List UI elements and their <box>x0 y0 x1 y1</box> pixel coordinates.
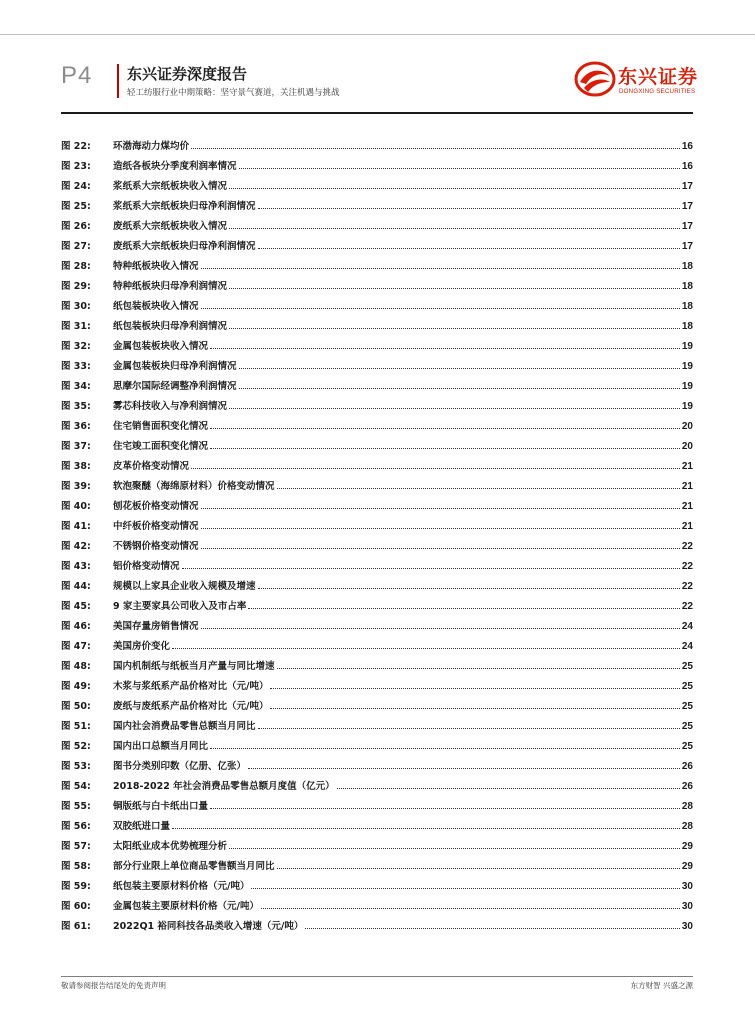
toc-figure-title[interactable]: 美国房价变化 <box>113 641 171 652</box>
toc-figure-number: 图 44: <box>61 581 91 592</box>
toc-figure-number: 图 39: <box>61 481 91 492</box>
toc-dot-leader <box>229 187 680 189</box>
toc-page-number[interactable]: 25 <box>681 721 693 732</box>
toc-page-number[interactable]: 28 <box>681 821 693 832</box>
toc-entry[interactable] <box>61 417 693 437</box>
toc-figure-number: 图 41: <box>61 521 91 532</box>
toc-figure-number: 图 57: <box>61 841 91 852</box>
page-number: P4 <box>61 62 93 89</box>
toc-entry[interactable] <box>61 437 693 457</box>
toc-dot-leader <box>239 367 680 369</box>
toc-figure-title[interactable]: 特种纸板块收入情况 <box>113 261 199 272</box>
toc-page-number[interactable]: 18 <box>681 261 693 272</box>
toc-dot-leader <box>210 447 680 449</box>
toc-figure-title[interactable]: 思摩尔国际经调整净利润情况 <box>113 381 237 392</box>
toc-entry[interactable] <box>61 857 693 877</box>
toc-entry[interactable] <box>61 917 693 937</box>
toc-figure-number: 图 55: <box>61 801 91 812</box>
toc-page-number[interactable]: 24 <box>681 641 693 652</box>
toc-page-number[interactable]: 18 <box>681 301 693 312</box>
toc-dot-leader <box>229 327 680 329</box>
toc-page-number[interactable]: 21 <box>681 481 693 492</box>
toc-page-number[interactable]: 21 <box>681 501 693 512</box>
toc-figure-title[interactable]: 特种纸板块归母净利润情况 <box>113 281 228 292</box>
toc-figure-number: 图 34: <box>61 381 91 392</box>
toc-dot-leader <box>239 167 680 169</box>
toc-figure-number: 图 61: <box>61 921 91 932</box>
toc-figure-number: 图 51: <box>61 721 91 732</box>
toc-entry[interactable] <box>61 517 693 537</box>
toc-dot-leader <box>210 347 680 349</box>
toc-entry[interactable] <box>61 797 693 817</box>
toc-figure-number: 图 42: <box>61 541 91 552</box>
toc-page-number[interactable]: 17 <box>681 201 693 212</box>
toc-figure-number: 图 33: <box>61 361 91 372</box>
disclaimer-note: 敬请参阅报告结尾处的免责声明 <box>61 981 166 990</box>
toc-dot-leader <box>258 727 680 729</box>
toc-figure-number: 图 43: <box>61 561 91 572</box>
report-title: 东兴证券深度报告 <box>127 65 248 83</box>
toc-dot-leader <box>201 527 680 529</box>
toc-figure-title[interactable]: 住宅销售面积变化情况 <box>113 421 209 432</box>
toc-entry[interactable] <box>61 577 693 597</box>
toc-figure-number: 图 59: <box>61 881 91 892</box>
toc-figure-number: 图 58: <box>61 861 91 872</box>
toc-dot-leader <box>182 567 680 569</box>
toc-page-number[interactable]: 20 <box>681 421 693 432</box>
toc-figure-title[interactable]: 部分行业限上单位商品零售额当月同比 <box>113 861 275 872</box>
toc-figure-number: 图 38: <box>61 461 91 472</box>
toc-entry[interactable] <box>61 617 693 637</box>
toc-page-number[interactable]: 19 <box>681 401 693 412</box>
toc-dot-leader <box>210 427 680 429</box>
toc-page-number[interactable]: 21 <box>681 461 693 472</box>
toc-dot-leader <box>210 747 680 749</box>
header-rule <box>61 112 693 114</box>
toc-entry[interactable] <box>61 737 693 757</box>
toc-figure-title[interactable]: 铝价格变动情况 <box>113 561 180 572</box>
toc-dot-leader <box>201 507 680 509</box>
toc-entry[interactable] <box>61 597 693 617</box>
toc-figure-number: 图 53: <box>61 761 91 772</box>
toc-figure-number: 图 23: <box>61 161 91 172</box>
toc-entry[interactable] <box>61 217 693 237</box>
toc-page-number[interactable]: 19 <box>681 341 693 352</box>
toc-figure-title[interactable]: 木浆与浆纸系产品价格对比（元/吨） <box>113 681 269 692</box>
toc-figure-title[interactable]: 造纸各板块分季度利润率情况 <box>113 161 237 172</box>
toc-figure-title[interactable]: 软泡聚醚（海绵原材料）价格变动情况 <box>113 481 275 492</box>
toc-page-number[interactable]: 22 <box>681 581 693 592</box>
toc-page-number[interactable]: 25 <box>681 661 693 672</box>
toc-figure-title[interactable]: 双胶纸进口量 <box>113 821 171 832</box>
toc-figure-title[interactable]: 浆纸系大宗纸板块收入情况 <box>113 181 228 192</box>
toc-page-number[interactable]: 24 <box>681 621 693 632</box>
toc-entry[interactable] <box>61 877 693 897</box>
toc-entry[interactable] <box>61 677 693 697</box>
toc-entry[interactable] <box>61 337 693 357</box>
company-slogan: 东方财智 兴盛之源 <box>630 981 693 990</box>
toc-entry[interactable] <box>61 357 693 377</box>
toc-dot-leader <box>229 847 680 849</box>
toc-dot-leader <box>172 827 680 829</box>
toc-dot-leader <box>201 307 680 309</box>
toc-figure-number: 图 46: <box>61 621 91 632</box>
toc-page-number[interactable]: 22 <box>681 561 693 572</box>
toc-dot-leader <box>258 207 680 209</box>
toc-page-number[interactable]: 19 <box>681 381 693 392</box>
toc-entry[interactable] <box>61 777 693 797</box>
toc-dot-leader <box>337 787 680 789</box>
toc-entry[interactable] <box>61 537 693 557</box>
toc-figure-number: 图 49: <box>61 681 91 692</box>
toc-dot-leader <box>201 547 680 549</box>
toc-figure-number: 图 37: <box>61 441 91 452</box>
toc-figure-title[interactable]: 环渤海动力煤均价 <box>113 141 190 152</box>
toc-page-number[interactable]: 21 <box>681 521 693 532</box>
toc-entry[interactable] <box>61 697 693 717</box>
toc-page-number[interactable]: 30 <box>681 901 693 912</box>
toc-entry[interactable] <box>61 377 693 397</box>
toc-page-number[interactable]: 16 <box>681 141 693 152</box>
toc-figure-number: 图 48: <box>61 661 91 672</box>
toc-dot-leader <box>258 587 680 589</box>
toc-page-number[interactable]: 30 <box>681 921 693 932</box>
toc-page-number[interactable]: 17 <box>681 241 693 252</box>
toc-page-number[interactable]: 19 <box>681 361 693 372</box>
toc-dot-leader <box>261 907 680 909</box>
toc-page-number[interactable]: 29 <box>681 841 693 852</box>
toc-page-number[interactable]: 18 <box>681 321 693 332</box>
toc-figure-number: 图 31: <box>61 321 91 332</box>
toc-entry[interactable] <box>61 557 693 577</box>
toc-entry[interactable] <box>61 897 693 917</box>
toc-dot-leader <box>210 807 680 809</box>
toc-page-number[interactable]: 26 <box>681 781 693 792</box>
toc-dot-leader <box>277 667 680 669</box>
company-logo <box>574 58 704 102</box>
toc-figure-number: 图 50: <box>61 701 91 712</box>
toc-figure-title[interactable]: 规模以上家具企业收入规模及增速 <box>113 581 256 592</box>
toc-figure-title[interactable]: 国内机制纸与纸板当月产量与同比增速 <box>113 661 275 672</box>
toc-figure-number: 图 32: <box>61 341 91 352</box>
toc-dot-leader <box>191 147 680 149</box>
toc-figure-title[interactable]: 铜版纸与白卡纸出口量 <box>113 801 209 812</box>
toc-figure-title[interactable]: 太阳纸业成本优势梳理分析 <box>113 841 228 852</box>
toc-figure-title[interactable]: 图书分类别印数（亿册、亿张） <box>113 761 247 772</box>
toc-figure-title[interactable]: 金属包装板块归母净利润情况 <box>113 361 237 372</box>
toc-dot-leader <box>277 867 680 869</box>
toc-figure-number: 图 52: <box>61 741 91 752</box>
toc-page-number[interactable]: 20 <box>681 441 693 452</box>
toc-figure-title[interactable]: 浆纸系大宗纸板块归母净利润情况 <box>113 201 256 212</box>
toc-entry[interactable] <box>61 477 693 497</box>
toc-figure-title[interactable]: 9 家主要家具公司收入及市占率 <box>113 601 247 612</box>
report-subtitle: 轻工纺服行业中期策略：坚守景气赛道，关注机遇与挑战 <box>127 88 340 98</box>
toc-page-number[interactable]: 30 <box>681 881 693 892</box>
toc-figure-number: 图 25: <box>61 201 91 212</box>
toc-figure-title[interactable]: 刨花板价格变动情况 <box>113 501 199 512</box>
toc-entry[interactable] <box>61 397 693 417</box>
toc-figure-title[interactable]: 皮革价格变动情况 <box>113 461 190 472</box>
toc-dot-leader <box>229 407 680 409</box>
toc-page-number[interactable]: 17 <box>681 181 693 192</box>
toc-page-number[interactable]: 18 <box>681 281 693 292</box>
toc-figure-number: 图 35: <box>61 401 91 412</box>
toc-figure-title[interactable]: 金属包装主要原材料价格（元/吨） <box>113 901 259 912</box>
toc-page-number[interactable]: 16 <box>681 161 693 172</box>
toc-page-number[interactable]: 28 <box>681 801 693 812</box>
toc-figure-title[interactable]: 国内出口总额当月同比 <box>113 741 209 752</box>
logo-text-en: DONGXING SECURITIES <box>619 88 696 95</box>
toc-figure-number: 图 47: <box>61 641 91 652</box>
toc-dot-leader <box>172 647 680 649</box>
toc-dot-leader <box>305 927 679 929</box>
toc-figure-number: 图 28: <box>61 261 91 272</box>
toc-entry[interactable] <box>61 257 693 277</box>
toc-dot-leader <box>248 607 679 609</box>
toc-dot-leader <box>229 227 680 229</box>
toc-page-number[interactable]: 25 <box>681 741 693 752</box>
top-rule <box>0 34 755 35</box>
toc-entry[interactable] <box>61 237 693 257</box>
toc-entry[interactable] <box>61 657 693 677</box>
toc-page-number[interactable]: 25 <box>681 701 693 712</box>
toc-figure-number: 图 29: <box>61 281 91 292</box>
toc-dot-leader <box>201 267 680 269</box>
toc-figure-title[interactable]: 金属包装板块收入情况 <box>113 341 209 352</box>
toc-dot-leader <box>248 767 680 769</box>
toc-dot-leader <box>270 687 679 689</box>
toc-dot-leader <box>251 887 679 889</box>
toc-figure-number: 图 36: <box>61 421 91 432</box>
toc-entry[interactable] <box>61 317 693 337</box>
toc-entry[interactable] <box>61 457 693 477</box>
toc-entry[interactable] <box>61 157 693 177</box>
toc-dot-leader <box>270 707 679 709</box>
toc-figure-title[interactable]: 2018-2022 年社会消费品零售总额月度值（亿元） <box>113 781 335 792</box>
toc-figure-title[interactable]: 中纤板价格变动情况 <box>113 521 199 532</box>
toc-entry[interactable] <box>61 277 693 297</box>
toc-page-number[interactable]: 25 <box>681 681 693 692</box>
toc-entry[interactable] <box>61 757 693 777</box>
toc-figure-title[interactable]: 纸包装板块收入情况 <box>113 301 199 312</box>
toc-entry[interactable] <box>61 177 693 197</box>
toc-page-number[interactable]: 29 <box>681 861 693 872</box>
toc-figure-title[interactable]: 美国存量房销售情况 <box>113 621 199 632</box>
toc-page-number[interactable]: 26 <box>681 761 693 772</box>
toc-figure-number: 图 40: <box>61 501 91 512</box>
toc-figure-number: 图 26: <box>61 221 91 232</box>
toc-figure-number: 图 60: <box>61 901 91 912</box>
toc-entry[interactable] <box>61 137 693 157</box>
toc-figure-title[interactable]: 纸包装主要原材料价格（元/吨） <box>113 881 250 892</box>
logo-emblem-icon <box>574 60 616 98</box>
logo-text-cn: 东兴证券 <box>618 66 699 88</box>
toc-figure-number: 图 22: <box>61 141 91 152</box>
toc-entry[interactable] <box>61 817 693 837</box>
figure-list <box>61 137 693 937</box>
header-accent-bar <box>117 64 119 98</box>
footer-rule <box>61 976 693 977</box>
toc-figure-title[interactable]: 雾芯科技收入与净利润情况 <box>113 401 228 412</box>
toc-page-number[interactable]: 22 <box>681 541 693 552</box>
toc-entry[interactable] <box>61 297 693 317</box>
toc-dot-leader <box>201 627 680 629</box>
toc-entry[interactable] <box>61 497 693 517</box>
toc-figure-title[interactable]: 国内社会消费品零售总额当月同比 <box>113 721 256 732</box>
toc-figure-title[interactable]: 废纸系大宗纸板块归母净利润情况 <box>113 241 256 252</box>
toc-figure-title[interactable]: 纸包装板块归母净利润情况 <box>113 321 228 332</box>
toc-figure-title[interactable]: 废纸系大宗纸板块收入情况 <box>113 221 228 232</box>
toc-figure-title[interactable]: 废纸与废纸系产品价格对比（元/吨） <box>113 701 269 712</box>
toc-figure-number: 图 24: <box>61 181 91 192</box>
toc-figure-title[interactable]: 不锈钢价格变动情况 <box>113 541 199 552</box>
toc-entry[interactable] <box>61 717 693 737</box>
toc-figure-number: 图 56: <box>61 821 91 832</box>
toc-dot-leader <box>239 387 680 389</box>
toc-figure-title[interactable]: 2022Q1 裕同科技各品类收入增速（元/吨） <box>113 921 304 932</box>
toc-entry[interactable] <box>61 837 693 857</box>
toc-entry[interactable] <box>61 637 693 657</box>
toc-page-number[interactable]: 17 <box>681 221 693 232</box>
toc-dot-leader <box>191 467 680 469</box>
toc-page-number[interactable]: 22 <box>681 601 693 612</box>
toc-figure-number: 图 54: <box>61 781 91 792</box>
toc-figure-number: 图 45: <box>61 601 91 612</box>
toc-dot-leader <box>229 287 680 289</box>
toc-figure-number: 图 27: <box>61 241 91 252</box>
toc-entry[interactable] <box>61 197 693 217</box>
toc-figure-number: 图 30: <box>61 301 91 312</box>
toc-dot-leader <box>258 247 680 249</box>
toc-dot-leader <box>277 487 680 489</box>
toc-figure-title[interactable]: 住宅竣工面积变化情况 <box>113 441 209 452</box>
